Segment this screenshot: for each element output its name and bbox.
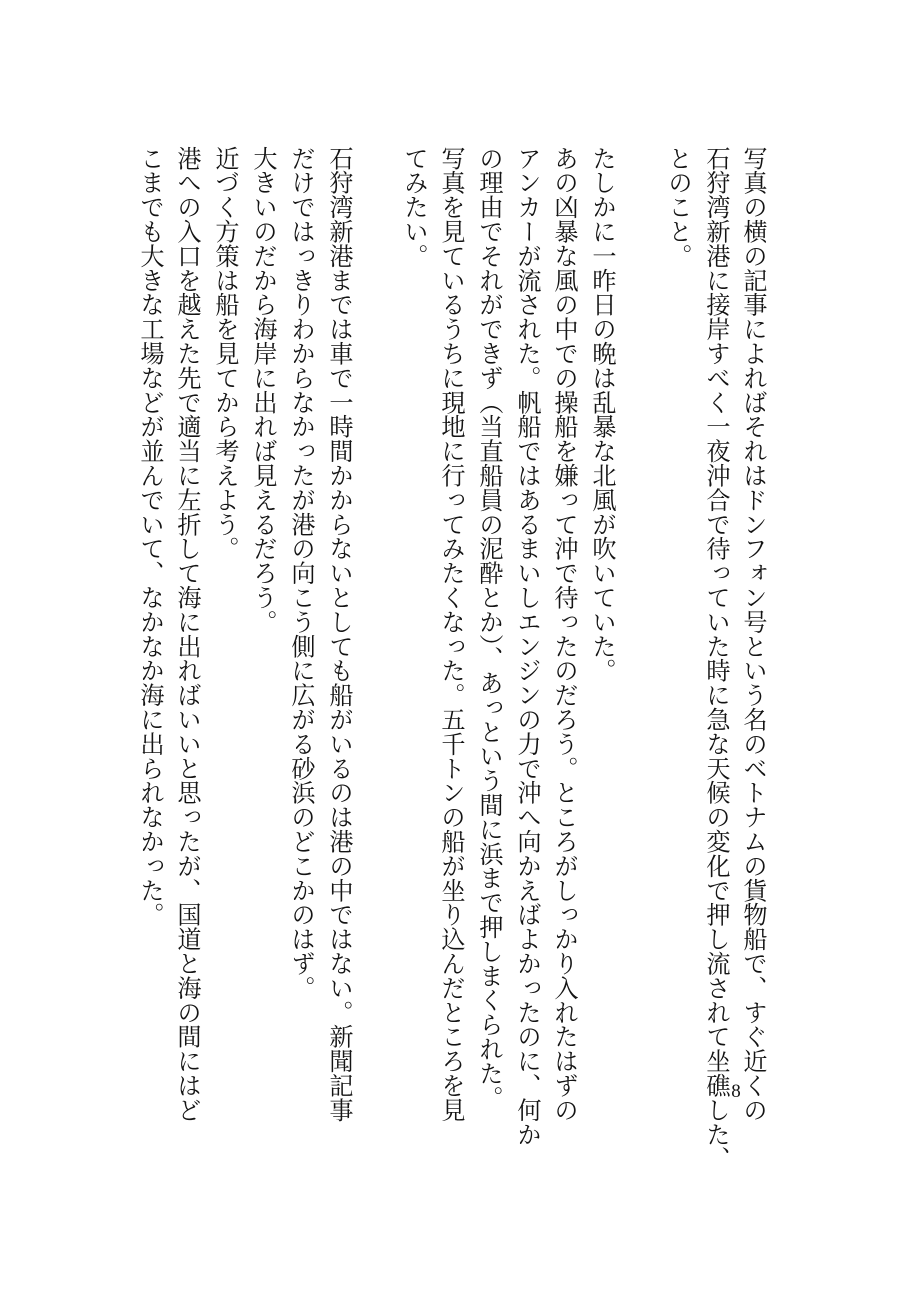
text-line-3: とのこと。: [664, 146, 692, 268]
text-line-7: の理由でそれができず（当直船員の泥酔とか）、あっという間に浜まで押しまくられた。: [475, 146, 503, 1110]
text-line-5: あの凶暴な風の中での操船を嫌って沖で待ったのだろう。ところがしっかり入れたはずの: [550, 146, 578, 1122]
text-line-15: こまでも大きな工場などが並んでいて、なかなか海に出られなかった。: [136, 146, 164, 927]
page-number: 8: [731, 1081, 741, 1102]
text-line-11: だけではっきりわからなかったが港の向こう側に広がる砂浜のどこかのはず。: [287, 146, 315, 1000]
text-line-2: 石狩湾新港に接岸すべく一夜沖合で待っていた時に急な天候の変化で押し流されて坐礁した、: [702, 146, 730, 1171]
text-line-10: 石狩湾新港までは車で一時間かからないとしても船がいるのは港の中ではない。新聞記事: [325, 146, 353, 1122]
text-line-1: 写真の横の記事によればそれはドンフォン号という名のベトナムの貨物船で、すぐ近くの: [739, 146, 767, 1122]
text-line-4: たしかに一昨日の晩は乱暴な北風が吹いていた。: [588, 146, 616, 683]
text-line-9: てみたい。: [400, 146, 428, 268]
text-line-14: 港への入口を越えた先で適当に左折して海に出ればいいと思ったが、国道と海の間にはど: [173, 146, 201, 1122]
text-line-12: 大きいのだから海岸に出れば見えるだろう。: [249, 146, 277, 634]
text-line-6: アンカーが流された。帆船ではあるまいしエンジンの力で沖へ向かえばよかったのに、何か: [513, 146, 541, 1147]
text-line-13: 近づく方策は船を見てから考えよう。: [211, 146, 239, 561]
text-line-8: 写真を見ているうちに現地に行ってみたくなった。五千トンの船が坐り込んだところを見: [437, 146, 465, 1122]
